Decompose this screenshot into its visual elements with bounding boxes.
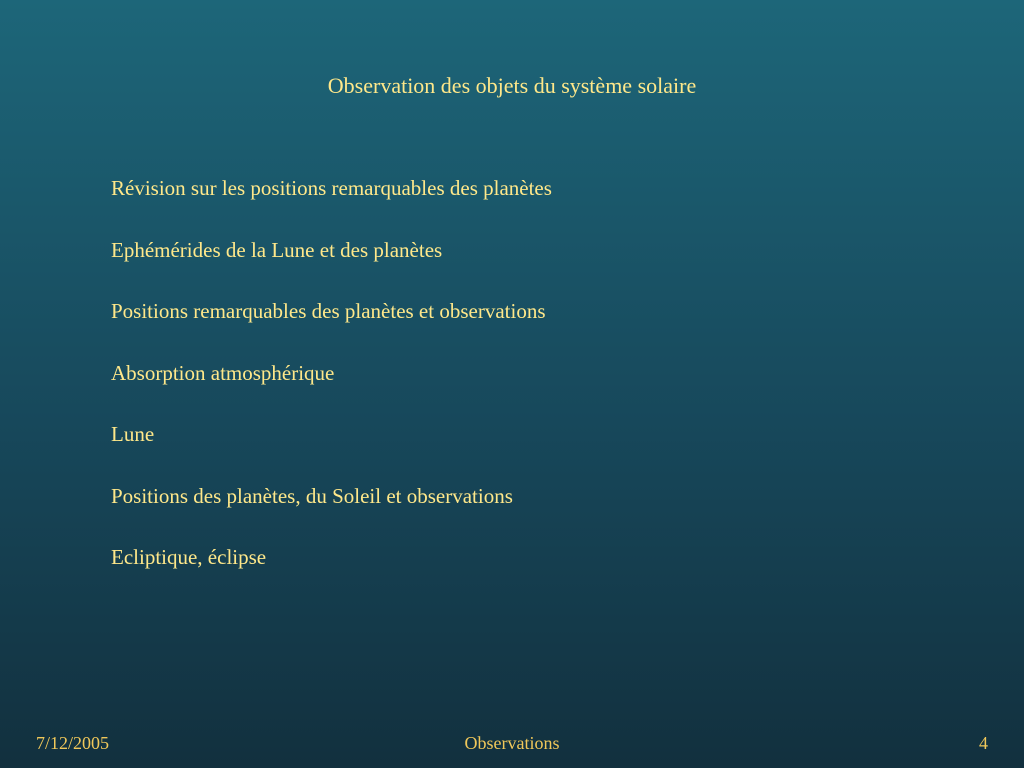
page-number: 4 <box>979 733 988 753</box>
footer-date: 7/12/2005 <box>36 733 110 753</box>
topic-item[interactable]: Ephémérides de la Lune et des planètes <box>111 237 443 262</box>
topic-list <box>111 174 552 605</box>
topic-item[interactable]: Lune <box>111 422 155 446</box>
topic-item[interactable]: Positions remarquables des planètes et observations <box>111 299 546 323</box>
topic-item[interactable]: Révision sur les positions remarquables des planètes <box>111 176 552 200</box>
topic-item[interactable]: Absorption atmosphérique <box>111 360 335 385</box>
topic-item[interactable]: Ecliptique, éclipse <box>111 545 267 569</box>
footer-title: Observations <box>464 733 560 753</box>
slide-title: Observation des objets du système solaire <box>327 73 697 98</box>
topic-item[interactable]: Positions des planètes, du Soleil et observations <box>111 483 513 508</box>
